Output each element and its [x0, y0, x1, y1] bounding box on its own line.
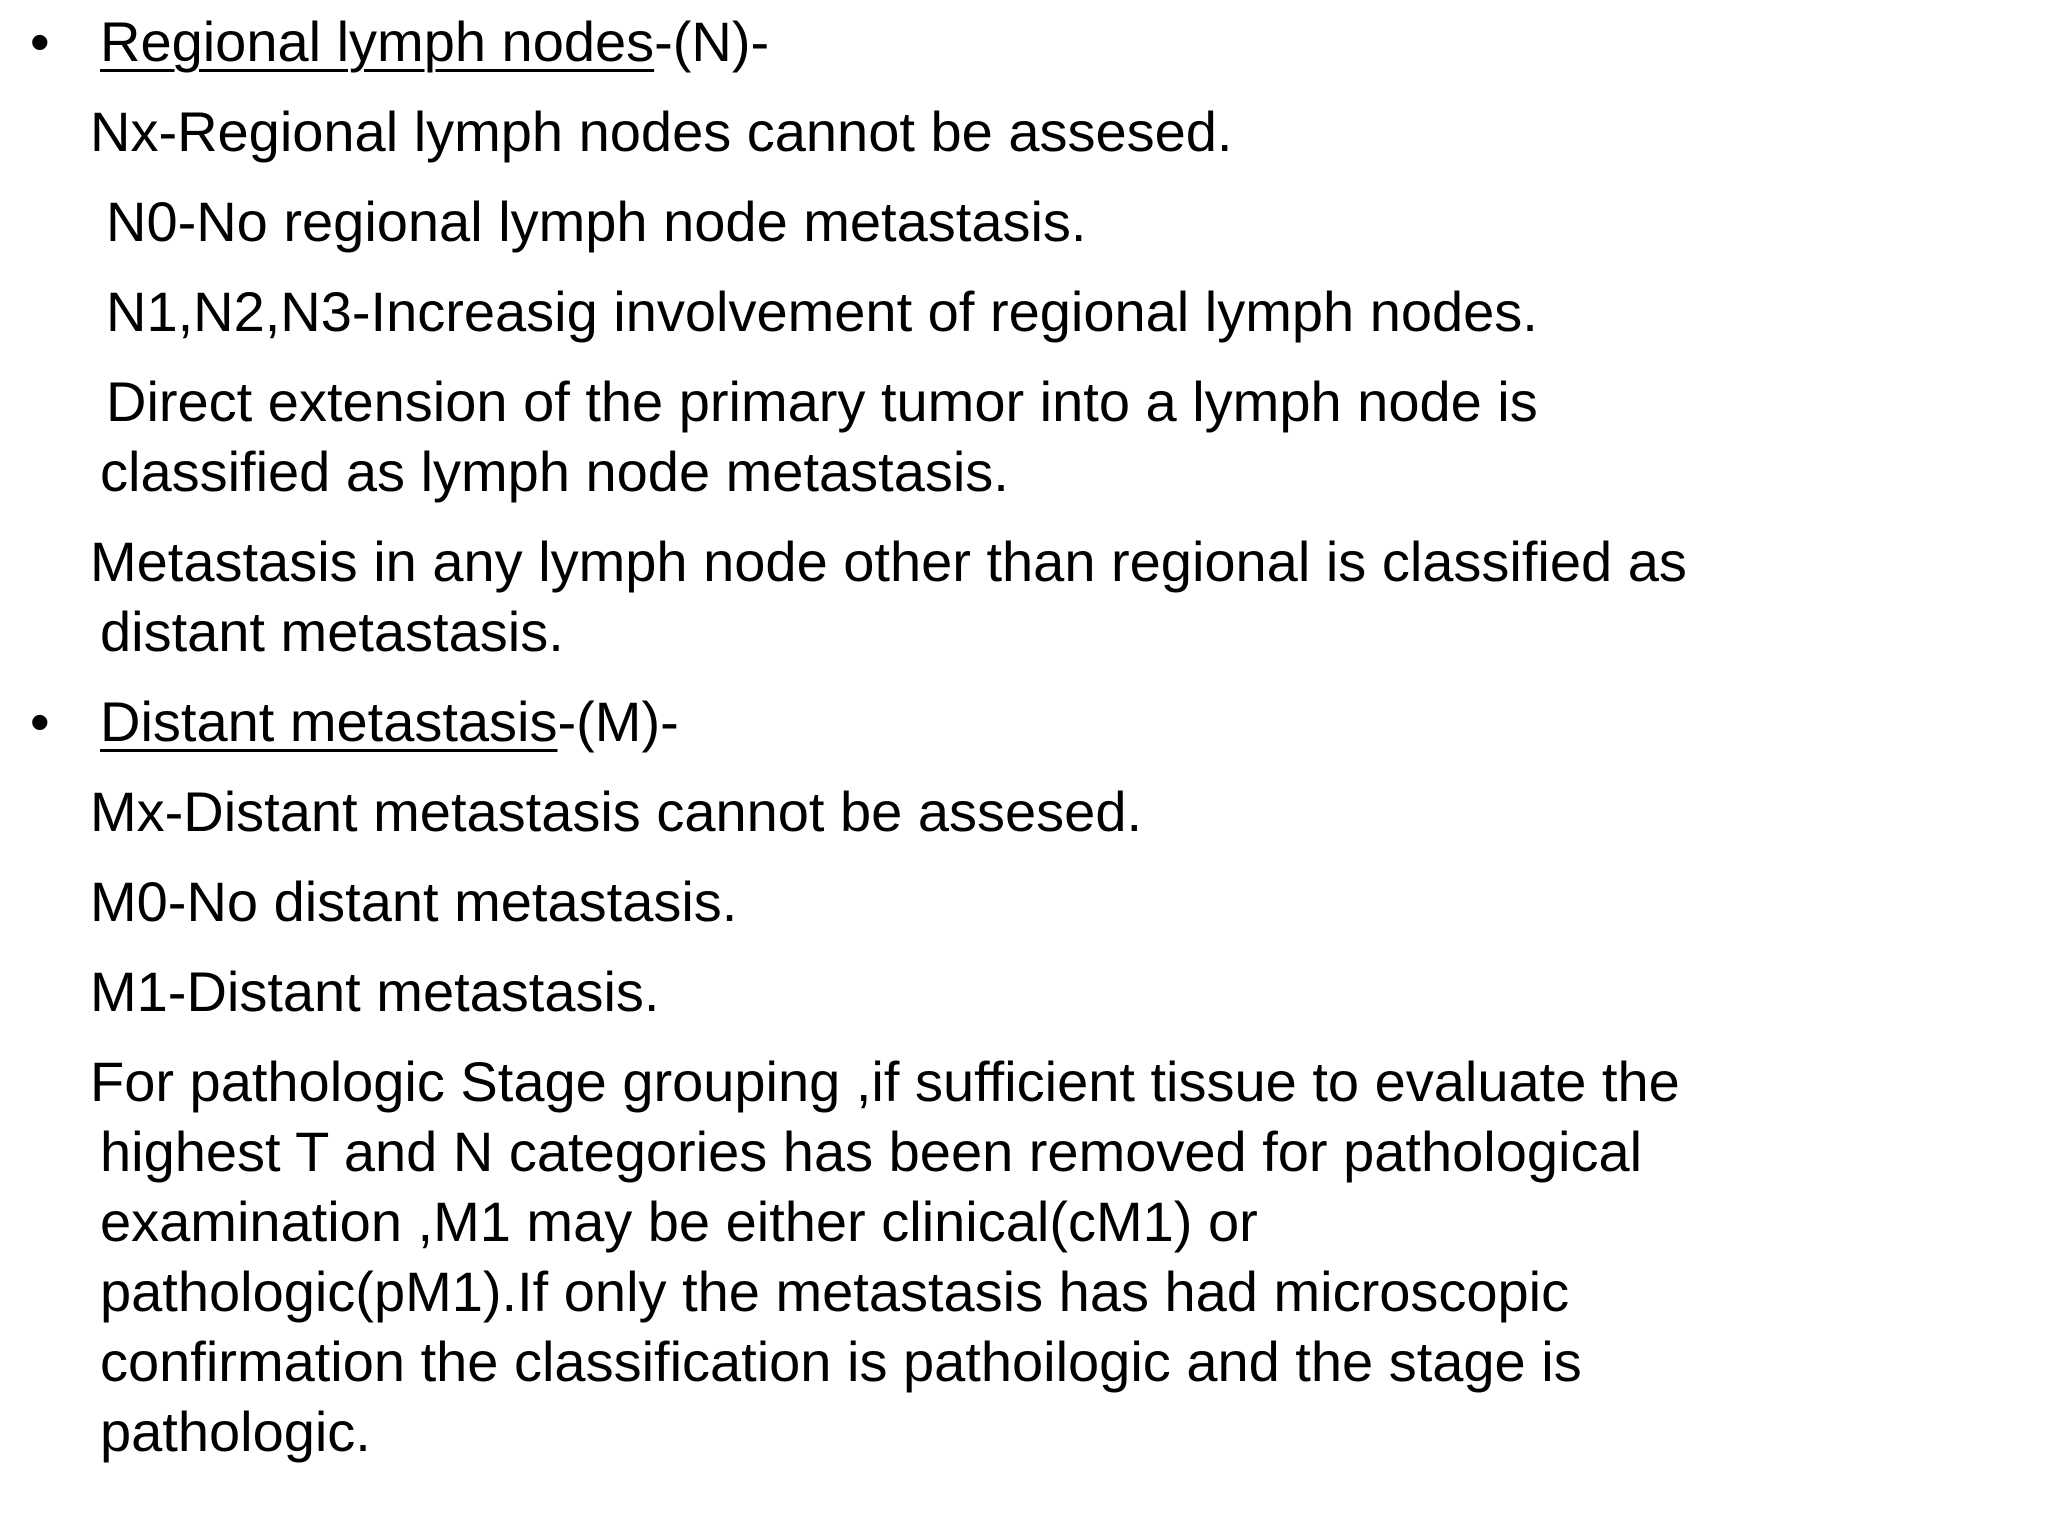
heading-suffix: -(M)- — [557, 690, 679, 753]
text-line-n1-n3: N1,N2,N3-Increasig involvement of regional lymph nodes. — [106, 280, 1538, 343]
heading-text: Regional lymph nodes — [100, 10, 655, 73]
text-line-n0: N0-No regional lymph node metastasis. — [106, 190, 1087, 253]
section-heading-regional-lymph-nodes — [100, 6, 769, 78]
text-line-direct-extension: Direct extension of the primary tumor into a lymph node is — [106, 370, 1538, 433]
bullet-marker: • — [30, 690, 50, 753]
text-line-pathologic-stage-cont-3: pathologic(pM1).If only the metastasis has had microscopic — [100, 1260, 1570, 1323]
text-line-direct-extension-cont: classified as lymph node metastasis. — [100, 440, 1009, 503]
text-line-m1: M1-Distant metastasis. — [90, 960, 660, 1023]
text-line-nx: Nx-Regional lymph nodes cannot be assesed. — [90, 100, 1233, 163]
text-line-mx: Mx-Distant metastasis cannot be assesed. — [90, 780, 1143, 843]
bullet-marker: • — [30, 10, 50, 73]
heading-text: Distant metastasis — [100, 690, 558, 753]
heading-suffix: -(N)- — [654, 10, 770, 73]
text-line-pathologic-stage-cont-5: pathologic. — [100, 1400, 371, 1463]
text-line-pathologic-stage: For pathologic Stage grouping ,if sufficient tissue to evaluate the — [90, 1050, 1680, 1113]
text-line-metastasis-other: Metastasis in any lymph node other than regional is classified as — [90, 530, 1687, 593]
text-line-pathologic-stage-cont-1: highest T and N categories has been removed for pathological — [100, 1120, 1643, 1183]
section-heading-distant-metastasis — [100, 686, 679, 758]
text-line-pathologic-stage-cont-2: examination ,M1 may be either clinical(cM1) or — [100, 1190, 1258, 1253]
text-line-pathologic-stage-cont-4: confirmation the classification is pathoilogic and the stage is — [100, 1330, 1582, 1393]
text-line-metastasis-other-cont: distant metastasis. — [100, 600, 564, 663]
text-line-m0: M0-No distant metastasis. — [90, 870, 738, 933]
